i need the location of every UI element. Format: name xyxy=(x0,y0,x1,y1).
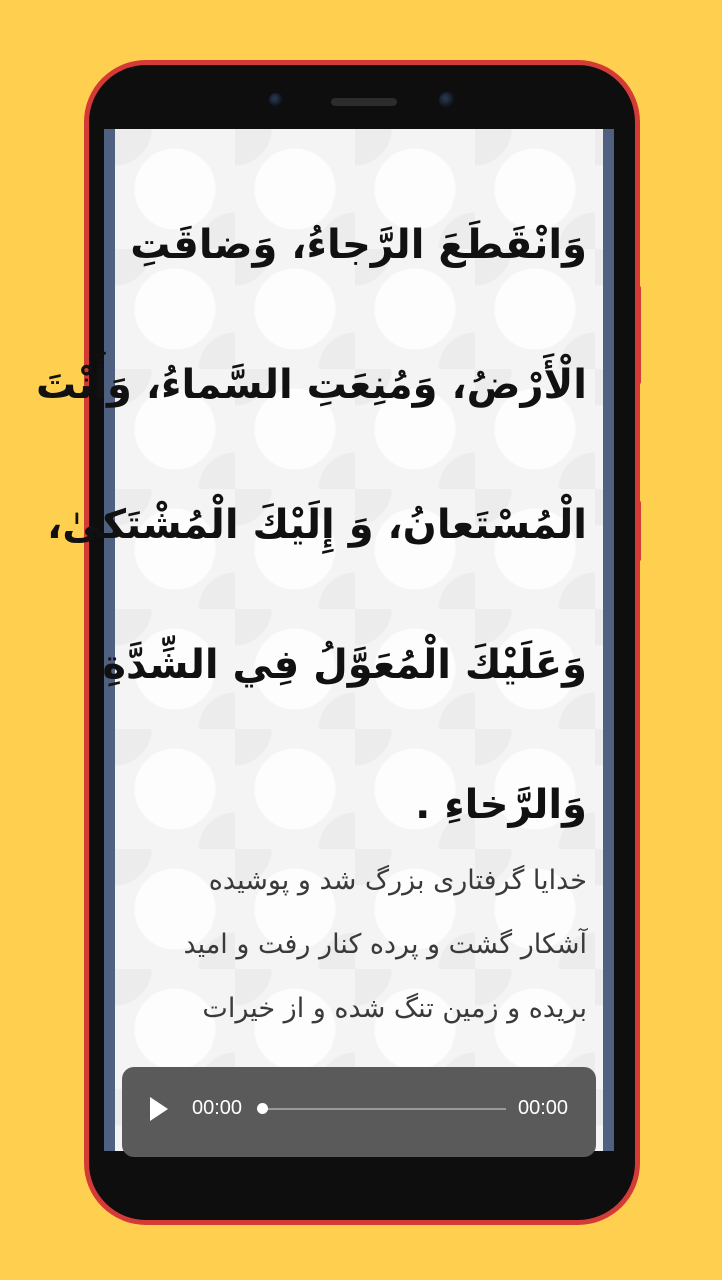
translation-line: خدایا گرفتاری بزرگ شد و پوشیده xyxy=(208,865,587,896)
arabic-text xyxy=(35,175,587,875)
translation-line: آشکار گشت و پرده کنار رفت و امید xyxy=(183,929,587,960)
play-button[interactable] xyxy=(148,1095,170,1123)
prayer-content[interactable] xyxy=(35,129,603,1151)
earpiece-speaker xyxy=(331,98,397,106)
translation-line: بریده و زمین تنگ شده و از خیرات xyxy=(202,993,587,1024)
phone-screen xyxy=(35,129,614,1151)
arabic-line: وَانْقَطَعَ الرَّجاءُ، وَضاقَتِ xyxy=(130,222,587,268)
arabic-line: وَالرَّخاءِ . xyxy=(415,782,587,828)
front-camera-icon xyxy=(269,93,283,107)
current-time: 00:00 xyxy=(192,1097,243,1119)
power-button xyxy=(635,500,641,562)
arabic-line: الْأَرْضُ، وَمُنِعَتِ السَّماءُ، وَأَنْتَ xyxy=(35,362,587,408)
sensor-icon xyxy=(439,92,455,108)
arabic-line: الْمُسْتَعانُ، وَ إِلَيْكَ الْمُشْتَكىٰ، xyxy=(47,502,587,548)
volume-button xyxy=(635,285,641,385)
audio-player xyxy=(122,1067,596,1157)
persian-translation xyxy=(129,849,587,1041)
seek-bar[interactable] xyxy=(262,1108,506,1110)
arabic-line: وَعَلَيْكَ الْمُعَوَّلُ فِي الشِّدَّةِ xyxy=(102,642,587,688)
play-icon xyxy=(148,1095,170,1123)
duration-time: 00:00 xyxy=(518,1097,569,1119)
seek-thumb[interactable] xyxy=(257,1103,268,1114)
